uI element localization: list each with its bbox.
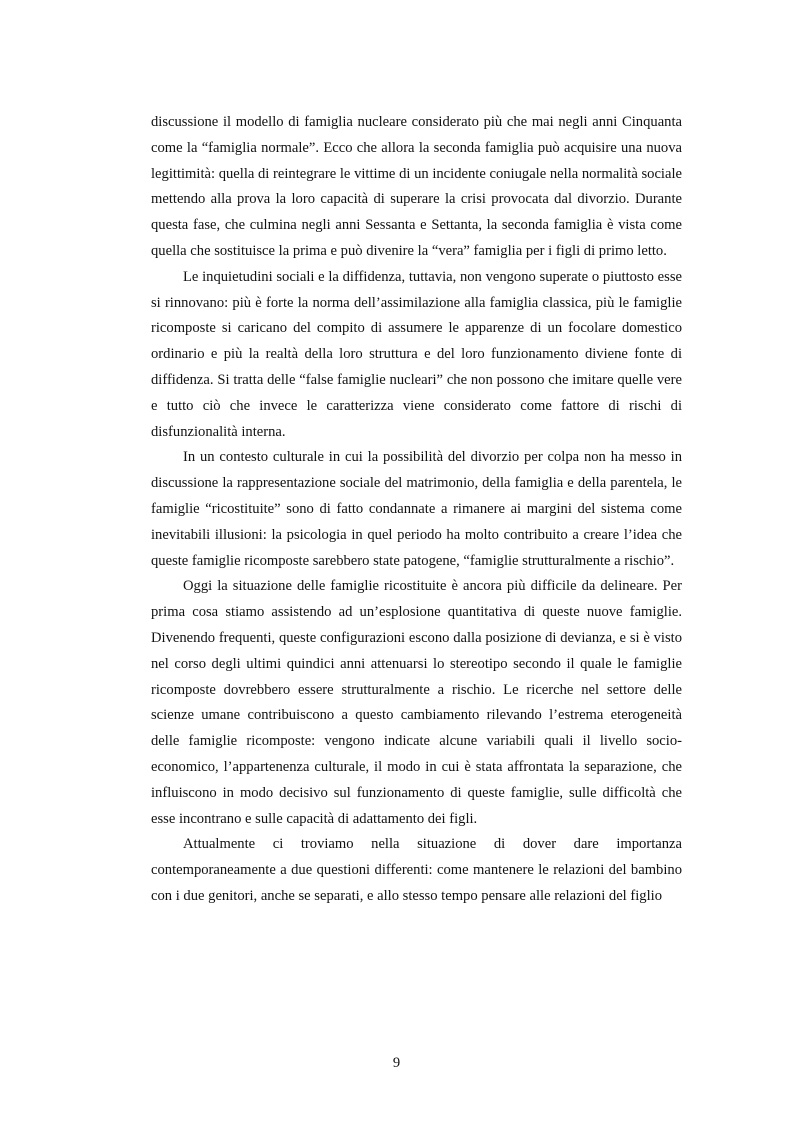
page-number: 9 xyxy=(392,1055,401,1071)
paragraph-4: Oggi la situazione delle famiglie ricostituite è ancora più difficile da delineare. Per prima cosa stiamo assistendo ad un’esplosione quantitativa di queste nuove famiglie. Divenendo frequenti, queste configurazioni escono dalla posizione di devianza, e si è visto nel corso degli ultimi quindici anni attenuarsi lo stereotipo secondo il quale le famiglie ricomposte dovrebbero essere strutturalmente a rischio. Le ricerche nel settore delle scienze umane contribuiscono a questo cambiamento rilevando l’estrema eterogeneità delle famiglie ricomposte: vengono indicate alcune variabili quali il livello socio-economico, l’appartenenza culturale, il modo in cui è stata affrontata la separazione, che influiscono in modo decisivo sul funzionamento di queste famiglie, sulle difficoltà che esse incontrano e sulle capacità di adattamento dei figli. xyxy=(151,578,682,827)
paragraph-1: discussione il modello di famiglia nucleare considerato più che mai negli anni Cinquanta come la “famiglia normale”. Ecco che allora la seconda famiglia può acquisire una nuova legittimità: quella di reintegrare le vittime di un incidente coniugale nella normalità sociale mettendo alla prova la loro capacità di superare la crisi provocata dal divorzio. Durante questa fase, che culmina negli anni Sessanta e Settanta, la seconda famiglia è vista come quella che sostituisce la prima e può divenire la “vera” famiglia per i figli di primo letto. xyxy=(151,114,682,259)
body-text xyxy=(151,110,682,910)
paragraph-5: Attualmente ci troviamo nella situazione di dover dare importanza contemporaneamente a due questioni differenti: come mantenere le relazioni del bambino con i due genitori, anche se separati, e allo stesso tempo pensare alle relazioni del figlio xyxy=(151,836,682,904)
paragraph-3: In un contesto culturale in cui la possibilità del divorzio per colpa non ha messo in discussione la rappresentazione sociale del matrimonio, della famiglia e della parentela, le famiglie “ricostituite” sono di fatto condannate a rimanere ai margini del sistema come inevitabili illusioni: la psicologia in quel periodo ha molto contribuito a creare l’idea che queste famiglie ricomposte sarebbero state patogene, “famiglie strutturalmente a rischio”. xyxy=(151,449,682,569)
paragraph-2: Le inquietudini sociali e la diffidenza, tuttavia, non vengono superate o piuttosto esse si rinnovano: più è forte la norma dell’assimilazione alla famiglia classica, più le famiglie ricomposte si caricano del compito di assumere le apparenze di un focolare domestico ordinario e più la realtà della loro struttura e del loro funzionamento diviene fonte di diffidenza. Si tratta delle “false famiglie nucleari” che non possono che imitare quelle vere e tutto ciò che invece le caratterizza viene considerato come fattore di rischi di disfunzionalità interna. xyxy=(151,268,682,440)
